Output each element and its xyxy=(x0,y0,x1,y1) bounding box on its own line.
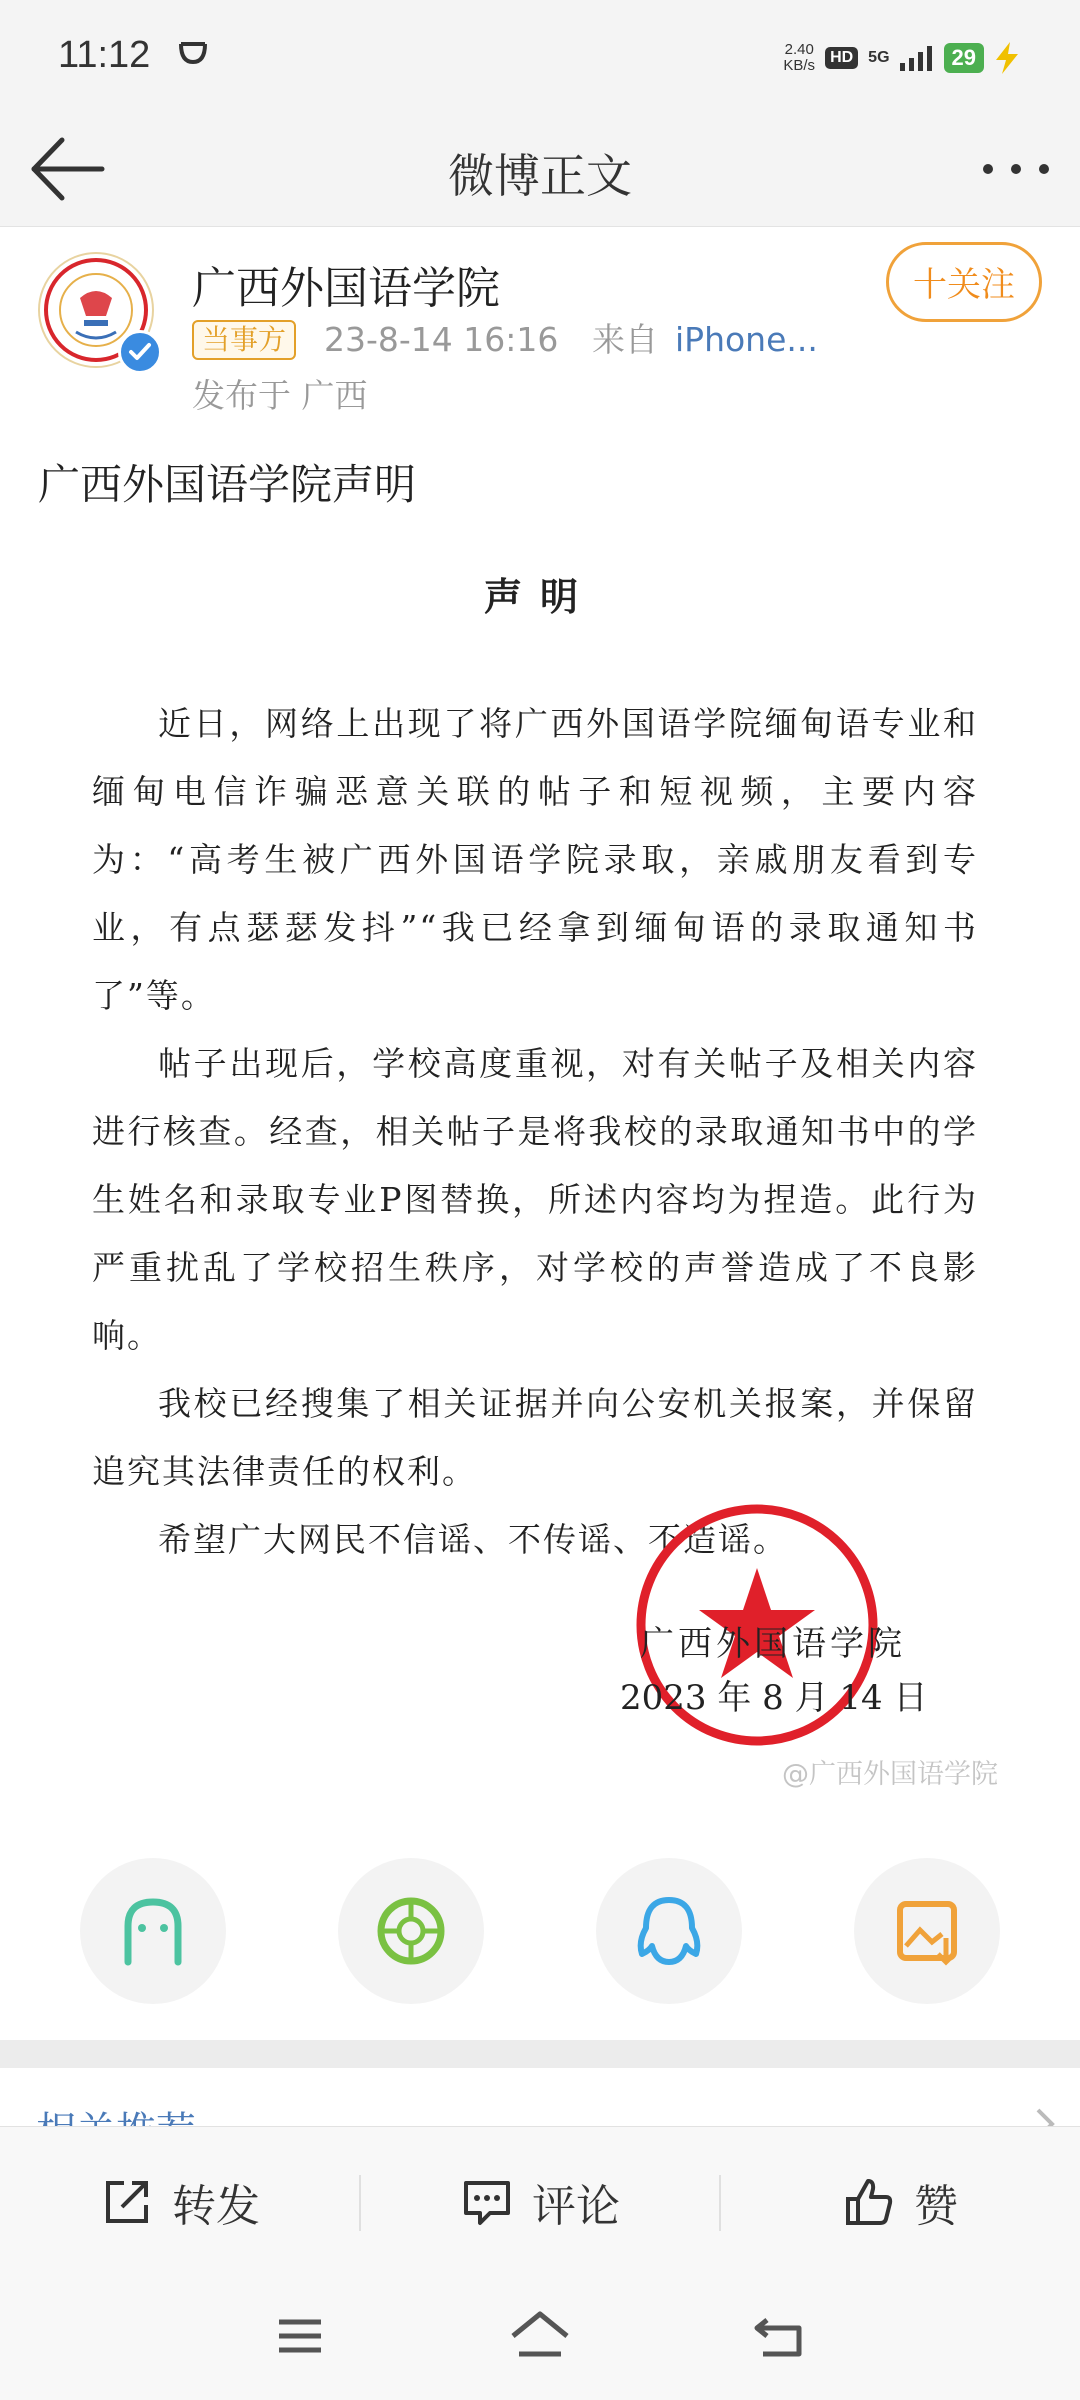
more-icon[interactable] xyxy=(976,144,1056,194)
section-divider xyxy=(0,2040,1080,2068)
role-badge: 当事方 xyxy=(192,320,296,360)
net-speed: 2.40 KB/s xyxy=(783,41,816,74)
document-title: 声明 xyxy=(483,574,596,619)
statement-image[interactable] xyxy=(0,540,1080,1830)
status-bar xyxy=(0,0,1080,110)
document-paragraph: 帖子出现后，学校高度重视，对有关帖子及相关内容进行核查。经查，相关帖子是将我校的录取通知书中的学生姓名和录取专业P图替换，所述内容均为捏造。此行为严重扰乱了学校招生秩序，对学校的声誉造成了不良影响。 xyxy=(92,1044,978,1355)
repost-label: 转发 xyxy=(172,2181,260,2232)
follow-button[interactable]: 十关注 xyxy=(886,242,1042,322)
comment-button[interactable] xyxy=(360,2127,720,2277)
home-icon[interactable] xyxy=(505,2306,575,2366)
document-body xyxy=(92,690,978,1574)
signal-icon xyxy=(900,45,934,71)
hd-icon: HD xyxy=(825,47,858,69)
save-image-button[interactable] xyxy=(854,1858,1000,2004)
post-time: 23-8-14 16:16 xyxy=(324,320,559,359)
notification-icon xyxy=(178,40,208,66)
author-name[interactable]: 广西外国语学院 xyxy=(192,263,500,314)
post-source[interactable]: iPhone... xyxy=(675,320,818,359)
system-nav-bar xyxy=(0,2276,1080,2400)
back-icon[interactable] xyxy=(745,2306,815,2366)
ghost-app-icon xyxy=(80,1858,226,2004)
moments-icon xyxy=(338,1858,484,2004)
repost-button[interactable] xyxy=(0,2127,360,2277)
save-image-icon xyxy=(854,1858,1000,2004)
charging-icon xyxy=(994,42,1020,74)
author-header xyxy=(0,228,1080,428)
document-paragraph: 我校已经搜集了相关证据并向公安机关报案，并保留追究其法律责任的权利。 xyxy=(92,1384,978,1491)
thumbs-up-icon xyxy=(842,2175,896,2229)
related-section[interactable] xyxy=(0,2068,1080,2128)
battery-icon: 29 xyxy=(944,43,984,73)
document-paragraph: 希望广大网民不信谣、不传谣、不造谣。 xyxy=(158,1520,788,1559)
post-source-label: 来自 xyxy=(592,320,658,359)
signature-date: 2023 年 8 月 14 日 xyxy=(620,1678,928,1718)
comment-icon xyxy=(460,2175,514,2229)
share-ghost-app-button[interactable] xyxy=(80,1858,226,2004)
like-label: 赞 xyxy=(914,2181,958,2232)
share-qq-button[interactable] xyxy=(596,1858,742,2004)
nav-bar xyxy=(0,110,1080,227)
comment-label: 评论 xyxy=(532,2181,620,2232)
share-moments-button[interactable] xyxy=(338,1858,484,2004)
repost-icon xyxy=(100,2175,154,2229)
network-type: 5G xyxy=(868,49,890,66)
share-row xyxy=(0,1842,1080,2032)
page-title: 微博正文 xyxy=(448,149,632,203)
menu-icon[interactable] xyxy=(265,2306,335,2366)
weibo-watermark: @广西外国语学院 xyxy=(782,1759,998,1790)
verified-badge-icon xyxy=(118,330,162,374)
like-button[interactable] xyxy=(720,2127,1080,2277)
document-paragraph: 近日，网络上出现了将广西外国语学院缅甸语专业和缅甸电信诈骗恶意关联的帖子和短视频，主要内容为：“高考生被广西外国语学院录取，亲戚朋友看到专业，有点瑟瑟发抖”“我已经拿到缅甸语的录取通知书了”等。 xyxy=(92,704,978,1015)
status-icons xyxy=(783,36,1020,80)
signature-org: 广西外国语学院 xyxy=(640,1624,906,1664)
post-text: 广西外国语学院声明 xyxy=(38,460,417,509)
qq-icon xyxy=(596,1858,742,2004)
action-bar xyxy=(0,2126,1080,2277)
post-location: 发布于 广西 xyxy=(192,376,368,415)
status-time: 11:12 xyxy=(58,34,151,76)
